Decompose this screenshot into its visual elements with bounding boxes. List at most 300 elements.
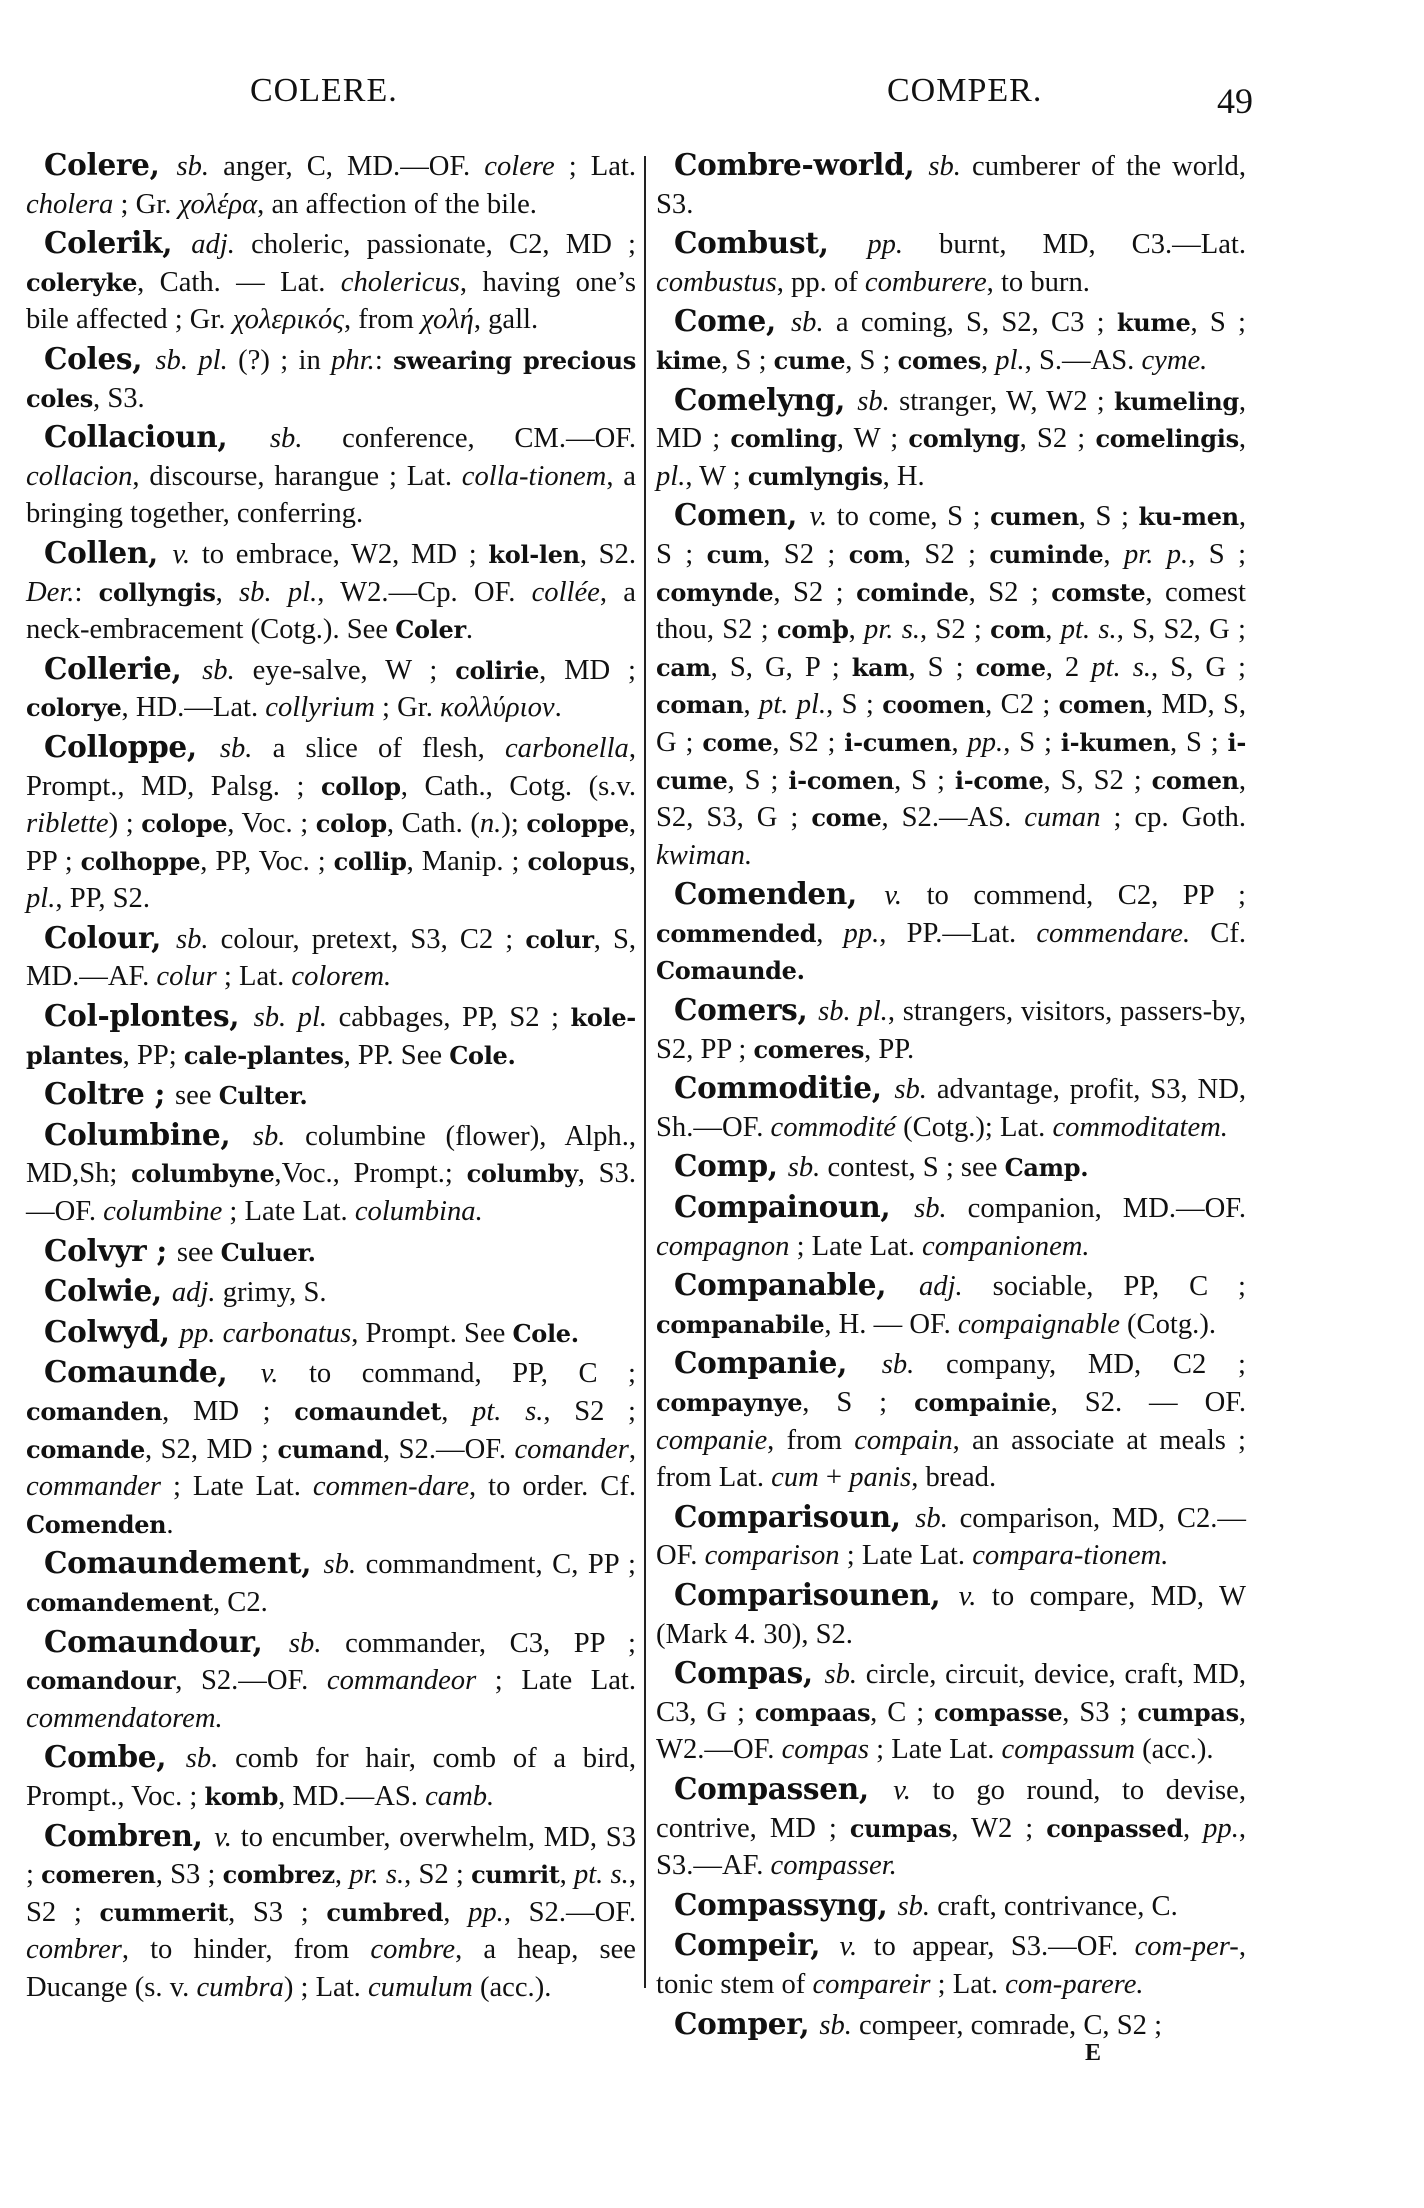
entry-text: choleric, passionate, C2, MD ;	[234, 229, 636, 261]
entry-text: to commend, C2, PP ;	[902, 880, 1246, 912]
dictionary-entry	[26, 997, 636, 1074]
entry-text: , MD, S, G ;	[656, 689, 1246, 758]
variant-form: comeren	[41, 1860, 156, 1890]
variant-form: compasse	[934, 1697, 1063, 1727]
dictionary-entry	[26, 1232, 636, 1272]
dictionary-entry	[656, 302, 1246, 379]
variant-form: coomen	[882, 690, 986, 720]
entry-text: ,Voc., Prompt.;	[274, 1158, 467, 1190]
entry-text: , PP.—Lat.	[879, 917, 1037, 949]
variant-form: comynde	[656, 577, 774, 607]
italic-text: sb. pl.	[239, 576, 318, 608]
entry-text: ) ; Lat.	[283, 1971, 368, 2003]
dictionary-entry	[656, 224, 1246, 301]
variant-form: conpassed	[1046, 1813, 1183, 1843]
italic-text: comparison	[704, 1540, 840, 1572]
entry-text: , S ;	[1190, 307, 1246, 339]
variant-form: cam	[656, 652, 711, 682]
entry-text: , PP. See	[343, 1039, 450, 1071]
entry-text: craft, contrivance, C.	[930, 1890, 1178, 1922]
entry-text: , to burn.	[986, 266, 1090, 298]
entry-text: , S2.—OF.	[382, 1433, 515, 1465]
entry-text: cabbages, PP, S2 ;	[327, 1002, 571, 1034]
entry-text: , S ;	[656, 501, 1246, 570]
entry-text: ,	[951, 726, 968, 758]
italic-text: sb.	[252, 1120, 286, 1152]
entry-text: , S ;	[1078, 501, 1139, 533]
entry-text: contest, S ; see	[820, 1152, 1005, 1184]
entry-text: );	[501, 808, 527, 840]
variant-form: comaundet	[294, 1397, 442, 1426]
italic-text: camb.	[425, 1780, 495, 1812]
dictionary-entry	[26, 1738, 636, 1815]
entry-text: , S2 ;	[26, 1859, 636, 1928]
entry-text: ,	[441, 1396, 473, 1427]
left-column	[26, 146, 636, 2008]
entry-text: , pp. of	[776, 266, 865, 298]
italic-text: sb.	[915, 1502, 948, 1534]
entry-text: ,	[1238, 423, 1246, 455]
entry-text: advantage, profit, S3, ND, Sh.—OF.	[656, 1074, 1246, 1143]
italic-text: sb. pl.	[155, 344, 228, 376]
entry-text: ; Lat.	[554, 151, 636, 182]
variant-form: compaas	[754, 1697, 871, 1727]
variant-form: comen	[1058, 690, 1146, 720]
headword: Compainoun,	[674, 1189, 915, 1225]
entry-text: :	[74, 576, 99, 608]
italic-text: sb.	[323, 1549, 357, 1581]
headword: Compeir,	[674, 1927, 840, 1963]
entry-text: , S3 ;	[1062, 1696, 1138, 1728]
entry-text: , H.	[882, 460, 925, 492]
entry-text: , S, S2, G ;	[1116, 614, 1246, 646]
italic-text: v.	[884, 880, 903, 912]
italic-text: v.	[839, 1931, 858, 1963]
entry-text: (?) ; in	[227, 344, 332, 376]
variant-form: comelingis	[1095, 424, 1239, 454]
italic-text: sb.	[269, 423, 303, 455]
entry-text: , PP ;	[26, 808, 637, 877]
entry-text: burnt, MD, C3.—Lat.	[903, 229, 1246, 261]
entry-text: , C2.	[212, 1586, 268, 1618]
variant-form: cale-plantes	[183, 1040, 344, 1070]
variant-form: i-come	[954, 765, 1044, 795]
variant-form: cumrit	[471, 1860, 560, 1890]
variant-form: Comaunde.	[656, 956, 805, 986]
entry-text: ; Gr.	[113, 188, 179, 220]
italic-text: sb.	[791, 307, 824, 339]
entry-text: , C ;	[870, 1696, 935, 1728]
variant-form: kume	[1116, 308, 1191, 338]
headword: Colerik,	[44, 225, 192, 261]
dictionary-entry	[26, 1116, 636, 1231]
headword: Colere,	[44, 147, 177, 182]
variant-form: i-cumen	[844, 727, 952, 757]
entry-text: , having one’s bile affected ; Gr.	[26, 266, 636, 336]
entry-text: , Prompt. See	[351, 1317, 513, 1349]
dictionary-entry	[656, 1498, 1246, 1575]
italic-text: pp.	[843, 917, 880, 949]
entry-text: , W2.—Cp. OF.	[317, 576, 532, 608]
entry-text: , S ;	[845, 344, 898, 376]
dictionary-entry	[656, 146, 1246, 223]
italic-text: pt. s.	[573, 1859, 629, 1891]
italic-text: sb.	[894, 1074, 927, 1106]
entry-text: , Prompt., MD, Palsg. ;	[26, 732, 636, 802]
entry-text: , an associate at meals ; from Lat.	[656, 1424, 1246, 1494]
entry-text: , S ;	[727, 764, 789, 796]
entry-text: +	[818, 1462, 850, 1494]
variant-form: comandour	[26, 1666, 176, 1696]
dictionary-entry	[26, 1817, 636, 2007]
entry-text: to embrace, W2, MD ;	[190, 538, 489, 570]
italic-text: combrer	[26, 1934, 122, 1966]
entry-text: circle, circuit, device, craft, MD, C3, G ;	[656, 1659, 1246, 1728]
entry-text: ,	[559, 1859, 574, 1891]
page-number: 49	[1217, 81, 1253, 121]
italic-text: compara-tionem.	[972, 1540, 1169, 1572]
entry-text: , strangers, visitors, passers-by, S2, PP ;	[656, 996, 1246, 1065]
dictionary-entry	[656, 1770, 1246, 1885]
italic-text: sb.	[185, 1743, 219, 1775]
entry-text: , W ;	[685, 460, 748, 492]
variant-form: companabile	[656, 1309, 825, 1339]
variant-form: compainie	[914, 1388, 1051, 1417]
variant-form: cumpas	[1137, 1697, 1239, 1727]
entry-text: ; Lat.	[216, 961, 292, 993]
italic-text: adj.	[919, 1271, 963, 1303]
variant-form: kime	[656, 345, 722, 375]
headword: Col-plontes,	[44, 998, 254, 1034]
italic-text: cyme.	[1141, 344, 1208, 376]
italic-text: sb.	[202, 654, 235, 686]
dictionary-entry	[26, 534, 636, 649]
entry-text: ,	[215, 576, 240, 608]
dictionary-entry	[656, 1147, 1246, 1187]
italic-text: sb.	[928, 151, 961, 182]
dictionary-entry	[26, 146, 636, 223]
entry-text: , from	[767, 1424, 855, 1456]
entry-text: , S2 ;	[903, 538, 990, 570]
variant-form: cominde	[856, 577, 969, 607]
variant-form: colur	[525, 924, 594, 954]
headword: Combust,	[674, 225, 868, 261]
variant-form: com	[990, 615, 1046, 645]
entry-text: to compare, MD, W (Mark 4. 30), S2.	[656, 1580, 1246, 1650]
entry-text: ; Late Lat.	[222, 1196, 355, 1228]
entry-text: , H. — OF.	[824, 1308, 958, 1340]
italic-text: colla-tionem	[461, 460, 607, 492]
variant-form: comandement	[26, 1587, 213, 1617]
variant-form: compaynye	[656, 1388, 803, 1417]
entry-text: , S2 ;	[763, 538, 849, 570]
italic-text: cholera	[26, 188, 114, 220]
italic-text: companie	[656, 1424, 768, 1456]
italic-text: columbina.	[354, 1196, 483, 1228]
italic-text: sb.	[175, 923, 209, 955]
entry-text: , W2 ;	[951, 1812, 1047, 1844]
entry-text: ; Late Lat.	[161, 1471, 313, 1503]
italic-text: collyrium	[265, 692, 375, 724]
entry-text: (Cotg.).	[1119, 1308, 1216, 1340]
headword: Comparisoun,	[674, 1498, 916, 1534]
italic-text: colur	[156, 961, 217, 993]
entry-text: , S3 ;	[155, 1859, 223, 1891]
entry-text: cumberer of the world, S3.	[656, 151, 1246, 220]
entry-text: .	[554, 692, 562, 724]
headword: Comaundement,	[44, 1545, 324, 1581]
variant-form: Cole.	[512, 1318, 579, 1348]
variant-form: comes	[897, 345, 981, 375]
italic-text: v.	[958, 1580, 977, 1612]
entry-text: ; cp. Goth.	[1100, 802, 1246, 834]
variant-form: colhoppe	[80, 846, 201, 876]
entry-text: , S2 ;	[773, 576, 857, 608]
entry-text: grimy, S.	[215, 1277, 327, 1309]
headword: Comp,	[674, 1148, 788, 1184]
variant-form: Cole.	[449, 1040, 516, 1070]
dictionary-entry	[26, 1313, 636, 1353]
entry-text: company, MD, C2 ;	[914, 1349, 1247, 1381]
italic-text: v.	[893, 1774, 911, 1806]
variant-form: coleryke	[26, 267, 138, 297]
italic-text: pp.	[1203, 1812, 1239, 1844]
dictionary-entry	[26, 919, 636, 996]
variant-form: cumpas	[849, 1813, 952, 1843]
italic-text: com-per-	[1134, 1931, 1239, 1963]
entry-text: , Manip. ;	[406, 845, 528, 877]
entry-text: ) ;	[108, 808, 142, 840]
variant-form: colope	[141, 809, 228, 839]
entry-text: :	[374, 344, 394, 376]
headword: Come,	[674, 303, 792, 339]
entry-text: , MD ;	[162, 1396, 295, 1427]
italic-text: cuman	[1024, 802, 1101, 834]
headword: Combren,	[44, 1817, 215, 1853]
entry-text: , S ;	[721, 344, 774, 376]
entry-text: , S ;	[1003, 726, 1061, 758]
entry-text: ,	[628, 1433, 636, 1465]
entry-text: , S2, MD ;	[144, 1433, 278, 1465]
entry-text: to come, S ;	[827, 501, 991, 533]
entry-text: a coming, S, S2, C3 ;	[823, 307, 1117, 339]
dictionary-entry	[656, 1926, 1246, 2003]
entry-text: , a neck-embracement (Cotg.). See	[26, 576, 636, 646]
italic-text: commander	[26, 1471, 161, 1503]
variant-form: comeres	[753, 1034, 865, 1064]
entry-text: , S3 ;	[228, 1896, 327, 1928]
variant-form: commended	[656, 918, 817, 948]
italic-text: compareir	[812, 1968, 931, 2000]
entry-text: , MD ;	[539, 654, 636, 686]
headword: Compassen,	[674, 1770, 894, 1806]
variant-form: ku-men	[1138, 502, 1239, 532]
entry-text: ; Late Lat.	[868, 1734, 1002, 1766]
dictionary-entry	[26, 728, 636, 918]
italic-text: comander	[514, 1433, 629, 1465]
dictionary-entry	[656, 1266, 1246, 1343]
dictionary-entry	[656, 2005, 1246, 2045]
entry-text: a slice of flesh,	[252, 732, 505, 764]
variant-form: collyngis	[98, 577, 216, 607]
entry-text: colour, pretext, S3, C2 ;	[208, 923, 526, 955]
headword: Compassyng,	[674, 1886, 898, 1922]
entry-text: , S2.—OF.	[503, 1896, 636, 1928]
headword: Colvyr ;	[44, 1232, 177, 1268]
entry-text: ; Late Lat.	[839, 1540, 973, 1572]
entry-text: , S3.—AF.	[656, 1812, 1247, 1882]
entry-text: , C2 ;	[985, 689, 1059, 721]
entry-text: , MD ;	[656, 385, 1246, 455]
italic-text: riblette	[26, 808, 109, 840]
headword: Comper,	[674, 2005, 820, 2041]
variant-form: kole-plantes	[26, 1003, 636, 1070]
entry-text: , S3.	[93, 382, 145, 414]
variant-form: i-kumen	[1060, 727, 1170, 757]
entry-text: , a heap, see Ducange (s. v.	[26, 1934, 636, 2003]
variant-form: collop	[320, 771, 401, 801]
variant-form: kol-len	[488, 539, 580, 569]
entry-text: comb for hair, comb of a bird, Prompt., Voc. ;	[26, 1743, 636, 1812]
headword: Colwie,	[44, 1273, 172, 1309]
entry-text: anger, C, MD.—OF.	[209, 151, 485, 182]
italic-text: combre	[370, 1934, 456, 1966]
italic-text: adj.	[171, 1277, 216, 1309]
italic-text: compagnon	[656, 1230, 790, 1262]
entry-text: , S2.	[579, 538, 636, 570]
variant-form: comanden	[26, 1397, 163, 1426]
italic-text: collée	[531, 576, 600, 608]
entry-text: ; Gr.	[374, 692, 440, 724]
variant-form: comlyng	[908, 424, 1020, 454]
italic-text: sb.	[219, 732, 253, 764]
italic-text: compain	[854, 1424, 953, 1456]
entry-text: ,	[1182, 1812, 1204, 1844]
entry-text: , S2 ;	[772, 726, 845, 758]
entry-text: , S ;	[802, 1387, 915, 1418]
italic-text: companionem.	[922, 1230, 1090, 1262]
entry-text: commandment, C, PP ;	[356, 1549, 636, 1581]
italic-text: cholericus	[340, 266, 460, 298]
entry-text: ,	[743, 689, 760, 721]
entry-text: ,	[1045, 614, 1061, 646]
headword: Colwyd,	[44, 1313, 180, 1349]
entry-text: commander, C3, PP ;	[321, 1627, 636, 1659]
italic-text: pt. pl.	[759, 689, 827, 721]
entry-text: (acc.).	[472, 1971, 552, 2003]
entry-text: ; Late Lat.	[476, 1665, 636, 1697]
italic-text: collacion	[26, 460, 133, 492]
variant-form: comþ	[777, 615, 849, 645]
italic-text: χολερικός	[232, 304, 344, 336]
entry-text: sociable, PP, C ;	[962, 1271, 1247, 1303]
italic-text: Der.	[26, 576, 75, 608]
variant-form: collip	[333, 846, 407, 876]
headword: Comaunde,	[44, 1354, 261, 1390]
dictionary-entry	[656, 1188, 1246, 1265]
entry-text: stranger, W, W2 ;	[889, 385, 1115, 417]
entry-text: eye-salve, W ;	[234, 654, 456, 686]
variant-form: cumlyngis	[747, 461, 883, 491]
variant-form: cumand	[277, 1434, 383, 1464]
italic-text: sb.	[176, 151, 210, 182]
dictionary-entry	[656, 381, 1246, 496]
italic-text: commandeor	[326, 1665, 477, 1697]
headword: Combre-world,	[674, 147, 929, 182]
italic-text: kwiman.	[656, 839, 753, 871]
dictionary-entry	[26, 1544, 636, 1621]
entry-text: , tonic stem of	[656, 1931, 1246, 2000]
variant-form: coloppe	[526, 809, 629, 839]
italic-text: commendatorem.	[26, 1702, 223, 1734]
italic-text: v.	[214, 1821, 232, 1853]
signature-mark: E	[1085, 2040, 1102, 2066]
variant-form: columby	[466, 1159, 578, 1189]
italic-text: pp.	[867, 229, 904, 261]
entry-text: , to hinder, from	[121, 1934, 371, 1966]
entry-text: , S2.—AS.	[881, 802, 1025, 834]
entry-text: , Cath., Cotg. (s.v.	[400, 770, 637, 802]
variant-form: cumbred	[326, 1897, 444, 1927]
dictionary-entry	[26, 650, 636, 727]
italic-text: commen-dare	[312, 1471, 470, 1503]
italic-text: pp. carbonatus	[179, 1317, 352, 1349]
headword: Collerie,	[44, 650, 203, 686]
headword: Colour,	[44, 919, 176, 955]
variant-form: kam	[851, 652, 909, 682]
entry-text: , S2 ;	[1019, 423, 1096, 455]
entry-text: , bread.	[911, 1462, 997, 1494]
entry-text: , PP.	[864, 1033, 915, 1065]
italic-text: pl.	[26, 883, 56, 915]
italic-text: pt. s.	[1060, 614, 1117, 646]
entry-text: , S2 ;	[920, 614, 991, 646]
entry-text: , an affection of the bile.	[257, 188, 537, 220]
italic-text: pl.	[656, 460, 686, 492]
dictionary-entry	[26, 418, 636, 533]
headword: Comparisounen,	[674, 1576, 959, 1612]
italic-text: pr. p.	[1123, 538, 1189, 570]
dictionary-entry	[656, 1344, 1246, 1496]
italic-text: pr. s.	[349, 1859, 405, 1891]
entry-text: , W2.—OF.	[656, 1696, 1246, 1766]
italic-text: v.	[809, 501, 828, 533]
entry-text: (acc.).	[1134, 1734, 1214, 1766]
italic-text: commendare.	[1036, 917, 1191, 949]
italic-text: χολέρα	[178, 188, 258, 220]
italic-text: combustus	[656, 266, 777, 298]
dictionary-entry	[656, 1576, 1246, 1653]
dictionary-entry	[26, 1272, 636, 1312]
entry-text: companion, MD.—OF.	[946, 1193, 1246, 1225]
dictionary-entry	[26, 224, 636, 339]
headword: Comers,	[674, 992, 819, 1028]
italic-text: colorem.	[291, 961, 392, 993]
headword: Companable,	[674, 1267, 919, 1303]
variant-form: comste	[1051, 577, 1146, 607]
column-divider	[644, 156, 646, 1988]
entry-text: , PP, Voc. ;	[200, 845, 334, 877]
italic-text: sb.	[914, 1193, 947, 1225]
variant-form: cume	[773, 345, 846, 375]
italic-text: columbine	[103, 1196, 223, 1228]
entry-text: , Cath. (	[386, 808, 480, 840]
entry-text: , a bringing together, conferring.	[26, 460, 636, 530]
right-column	[656, 146, 1246, 2045]
entry-text: , comest thou, S2 ;	[656, 576, 1246, 646]
entry-text: , S, G ;	[1151, 651, 1246, 683]
variant-form: cum	[706, 539, 764, 569]
